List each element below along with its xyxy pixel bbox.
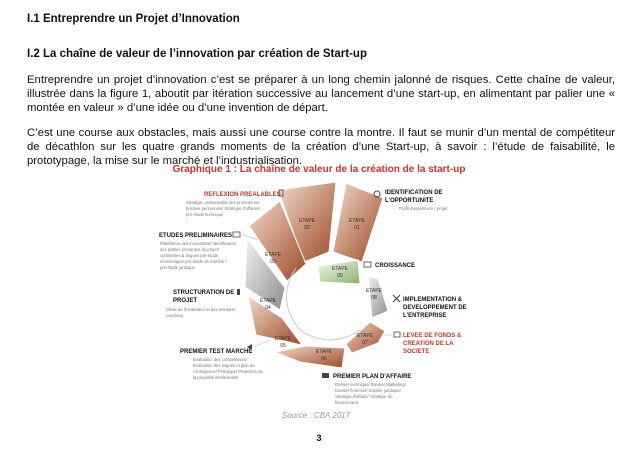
figure-title: Graphique 1 : La chaîne de valeur de la création de la start-up (172, 164, 466, 175)
paragraph-1: Entreprendre un projet d’innovation c’est se préparer à un long chemin jalonné de risques. Cette chaîne de valeur, illustrée dans la figure 1, aboutit par itération successive au lancement d’une start-up, en alimentant par palier une « montée en valeur » d’une idée ou d’une invention de départ. (27, 74, 615, 114)
step-05-number: 05 (280, 343, 286, 349)
heading-2: I.2 La chaîne de valeur de l’innovation par création de Start-up (27, 48, 367, 60)
reflexion-desc-3: pré-étude technique (186, 212, 224, 217)
implementation-title-2: DEVELOPPEMENT DE (403, 305, 467, 311)
step-06-number: 06 (321, 356, 327, 362)
step-02-number: 02 (304, 225, 310, 231)
step-02-label: ETAPE (298, 218, 316, 224)
callout-premier-test (180, 344, 264, 380)
step-04-number: 04 (265, 305, 271, 311)
step-03-number: 03 (270, 259, 276, 265)
callout-premier-plan (322, 373, 411, 405)
premier-test-desc-2: Evaluation des risques et plan de (193, 363, 255, 368)
tools-icon (393, 295, 400, 302)
step-08-number: 08 (371, 295, 377, 301)
step-07-label: ETAPE (356, 333, 374, 339)
premier-plan-desc-4: financement (335, 400, 358, 405)
figure-source: Source : CBA 2017 (281, 411, 351, 420)
structuration-desc-2: coaching (166, 313, 183, 318)
etudes-desc-1: Plateforme des innovations/ identification (160, 241, 237, 246)
leader-line-premier-test (254, 340, 270, 347)
premier-test-title: PREMIER TEST MARCHE (180, 349, 253, 355)
callout-etudes (159, 232, 240, 270)
step-06-label: ETAPE (315, 349, 333, 355)
etudes-title: ETUDES PRELIMINAIRES (159, 233, 233, 239)
reflexion-title: REFLEXION PREALABLES (204, 192, 281, 198)
bars-icon (237, 289, 240, 295)
premier-test-desc-3: contingence/ Prototype/ Protection de (193, 369, 263, 374)
growth-chart-icon (364, 262, 371, 267)
structuration-title-2: PROJET (173, 298, 198, 304)
step-01-label: ETAPE (348, 218, 366, 224)
heading-1: I.1 Entreprendre un Projet d’Innovation (27, 13, 240, 25)
paragraph-2: C’est une course aux obstacles, mais aussi une course contre la montre. Il faut se munir d’un mental de compétiteur de décathlon sur les quatre grands moments de la création d’une Start-up, à savoir : l’étude de faisabilité, le prototypage, la mise sur le marché et l’industrialisation. (27, 127, 615, 167)
step-01-number: 01 (354, 225, 360, 231)
step-09-segment (318, 260, 360, 284)
callout-croissance (364, 262, 415, 269)
callout-implementation (393, 295, 467, 319)
premier-plan-title: PREMIER PLAN D'AFFAIRE (333, 374, 412, 380)
implementation-title-1: IMPLEMENTATION & (403, 297, 463, 303)
callout-structuration (166, 289, 240, 318)
step-07-number: 07 (362, 340, 368, 346)
step-03-label: ETAPE (264, 252, 282, 258)
levee-title-1: LEVEE DE FONDS & (403, 333, 462, 339)
callout-identification (374, 190, 448, 211)
etudes-desc-4: économique/ pré-étude de marché / (160, 259, 227, 264)
money-icon (394, 332, 400, 337)
identification-title-2: L'OPPORTUNITE (385, 198, 434, 204)
callout-levee (394, 332, 462, 355)
etudes-desc-3: contraintes & risques pré-étude (160, 253, 219, 258)
structuration-title-1: STRUCTURATION DE (173, 290, 235, 296)
monitor-icon (233, 232, 240, 237)
briefcase-icon (322, 373, 329, 378)
premier-test-desc-1: Evaluation des compétiteurs/ (193, 357, 247, 362)
levee-title-2: CREATION DE LA (403, 341, 454, 347)
step-09-number: 09 (337, 273, 343, 279)
step-08-label: ETAPE (365, 288, 383, 294)
reflexion-desc-1: Stratégie, personnalité des promoteurs/ (186, 200, 260, 205)
page-number: 3 (316, 433, 322, 443)
identification-title-1: IDENTIFICATION DE (385, 190, 443, 196)
reflexion-desc-2: besoins personnels/ Stratégie d'affaires/ (186, 206, 261, 211)
step-06-segment (275, 346, 345, 368)
premier-plan-desc-2: Dossier financier/ Dossier juridique/ (335, 388, 401, 393)
implementation-title-3: L'ENTREPRISE (403, 313, 447, 319)
step-04-label: ETAPE (259, 298, 277, 304)
levee-title-3: SOCIETE (403, 349, 430, 355)
structuration-desc-1: Choix de l'incubateur et des mentors/ (166, 307, 235, 312)
premier-plan-desc-1: Dossier technique/ Dossier Marketing/ (335, 382, 406, 387)
identification-desc: Profil d'expérience / projet (399, 206, 448, 211)
step-09-label: ETAPE (331, 266, 349, 272)
etudes-desc-2: des parties prenantes du projet/ (160, 247, 219, 252)
croissance-label: CROISSANCE (375, 263, 416, 269)
premier-test-desc-4: la propriété intellectuelle (193, 375, 239, 380)
etudes-desc-5: pré-étude juridique (160, 265, 195, 270)
premier-plan-desc-3: Stratégie d'affaire/ Stratégie de (335, 394, 393, 399)
step-05-label: ETAPE (274, 336, 292, 342)
